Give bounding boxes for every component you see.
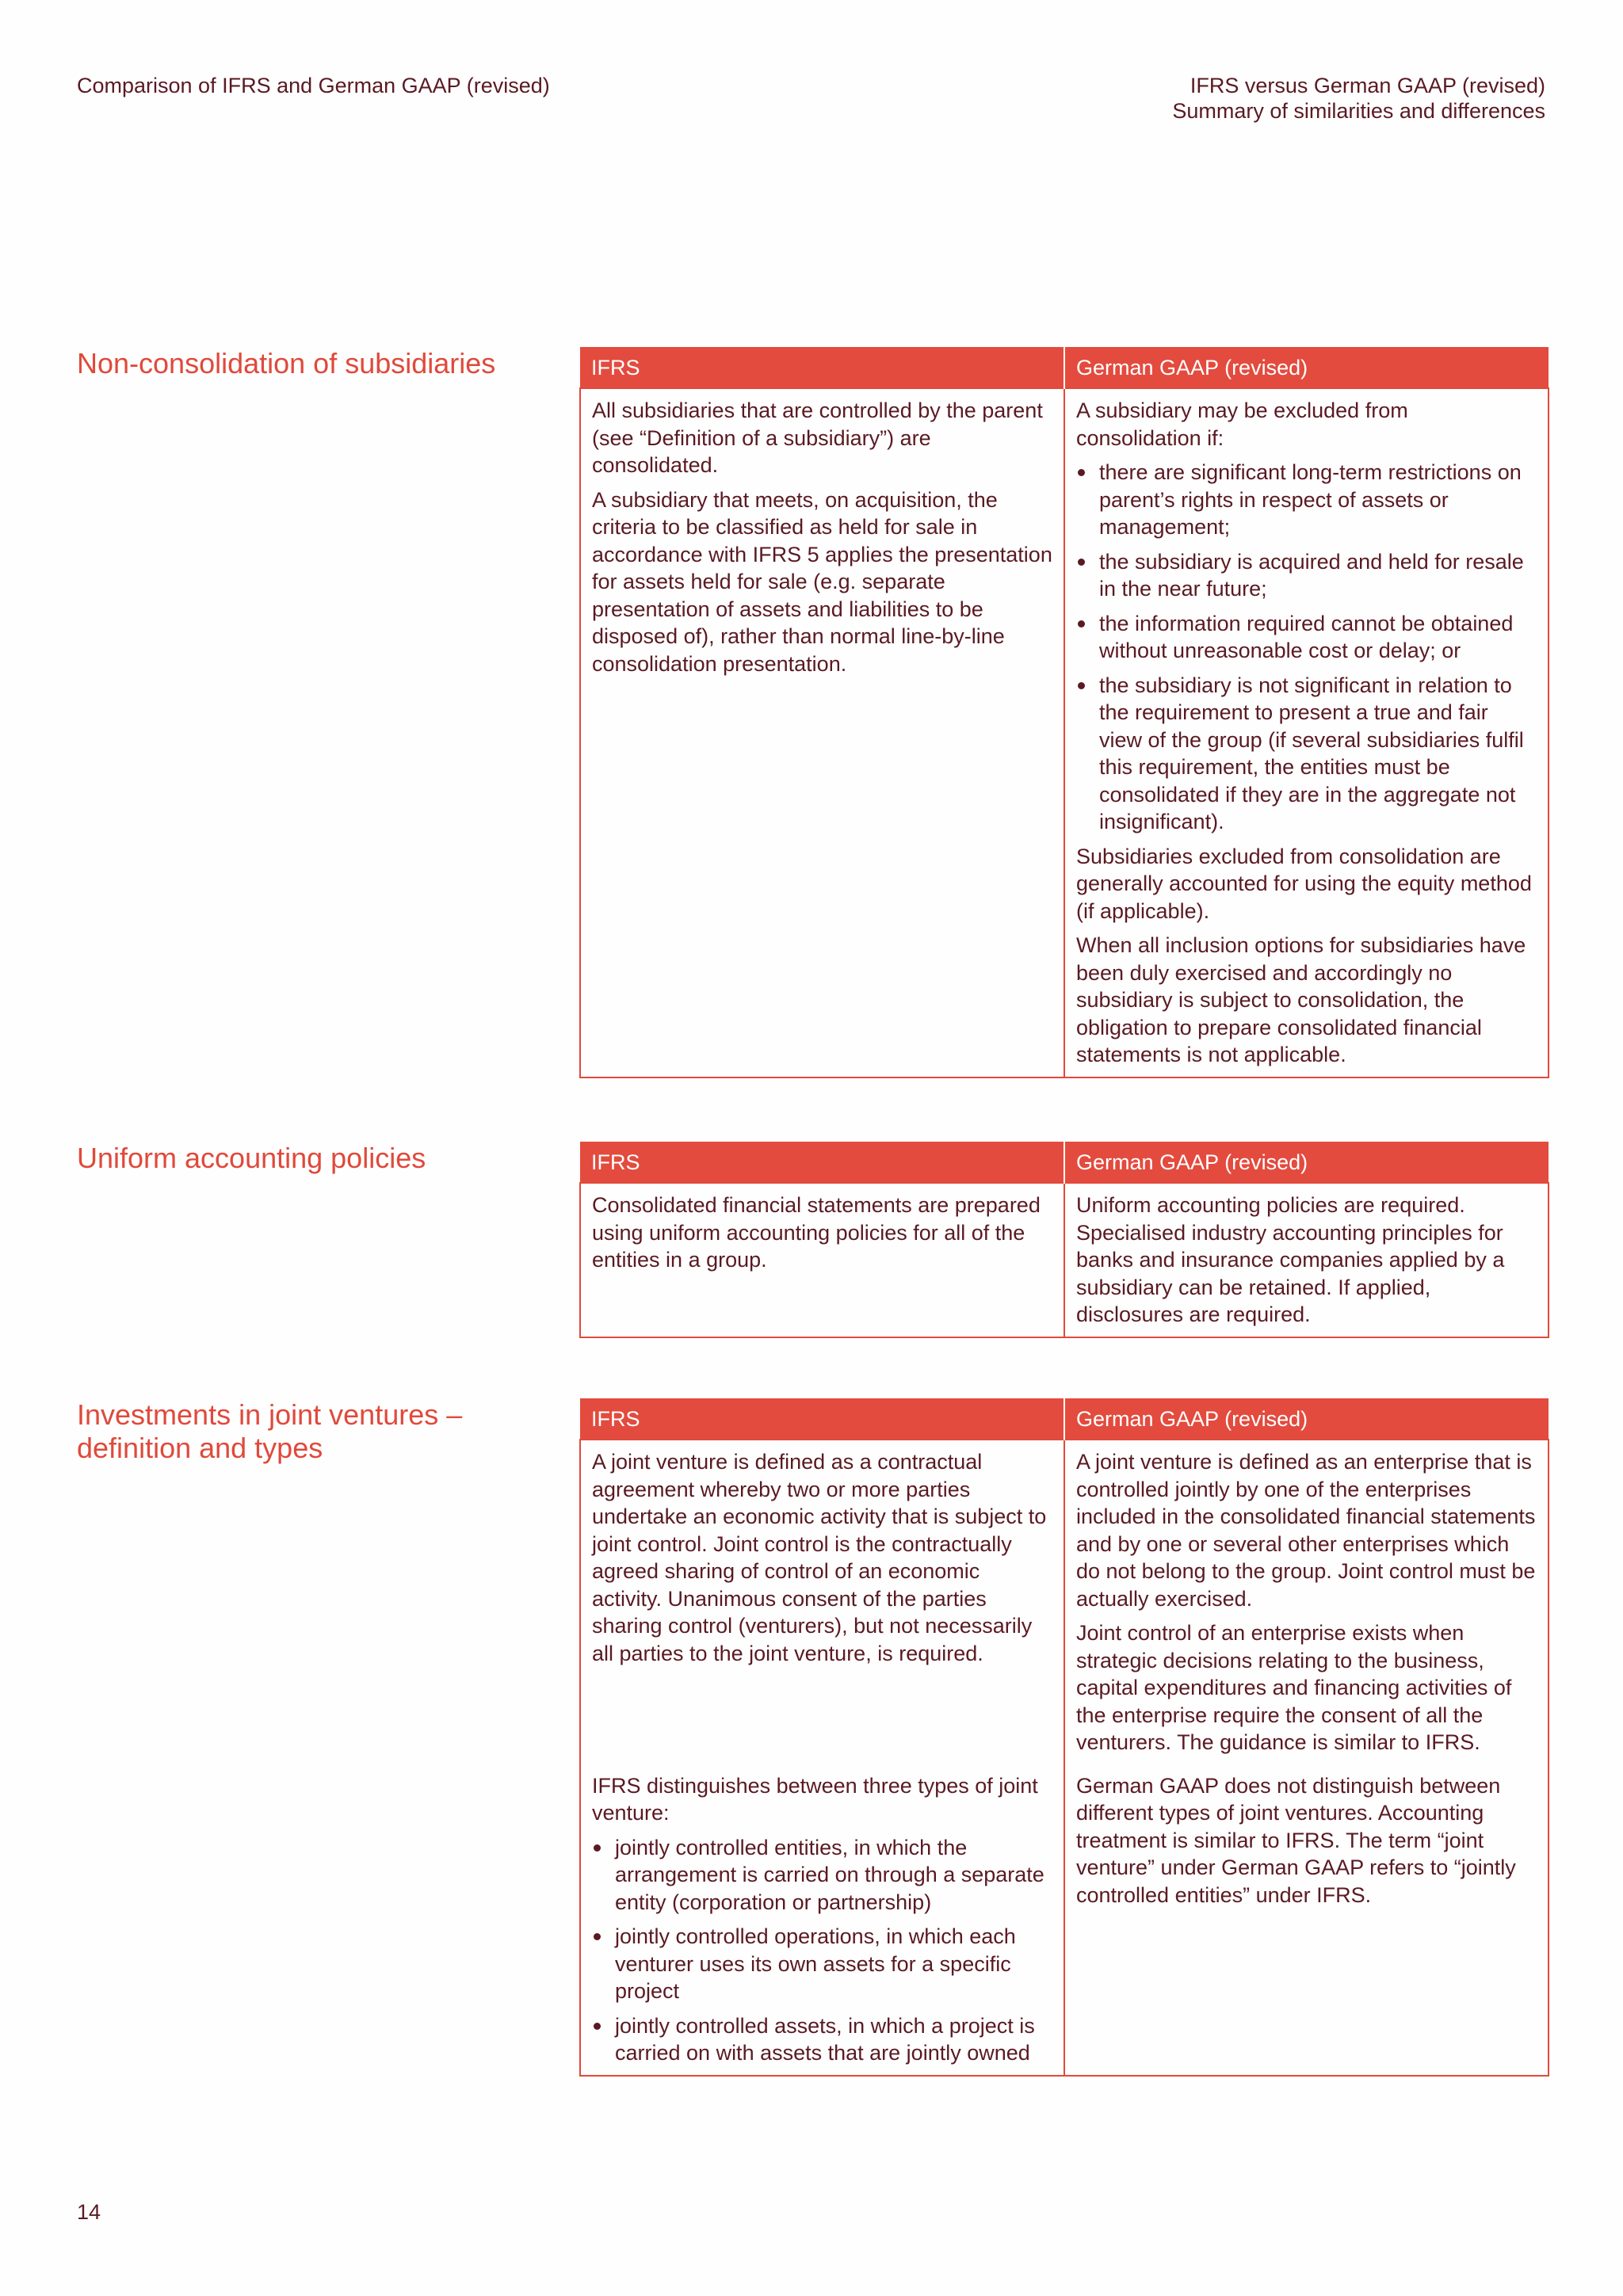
german-gaap-cell <box>1064 388 1549 1077</box>
paragraph: Joint control of an enterprise exists when strategic decisions relating to the business, capital expenditures and financing activities of the enterprise require the consent of all the venturers. The guidance is similar to IFRS. <box>1076 1621 1512 1754</box>
column-header-ifrs: IFRS <box>580 347 1064 388</box>
paragraph: When all inclusion options for subsidiaries have been duly exercised and accordingly no subsidiary is subject to consolidation, the obligation to prepare consolidated financial statements is not applicable. <box>1076 933 1526 1066</box>
page-number: 14 <box>77 2200 101 2224</box>
paragraph: Subsidiaries excluded from consolidation are generally accounted for using the equity method (if applicable). <box>1076 844 1532 923</box>
column-header-ifrs: IFRS <box>580 1398 1064 1440</box>
paragraph: A joint venture is defined as an enterprise that is controlled jointly by one of the enterprises included in the consolidated financial statements and by one or several other enterprises which do not belong to the group. Joint control must be actually exercised. <box>1076 1450 1536 1611</box>
bullet-list <box>1076 459 1537 836</box>
ifrs-cell <box>580 1183 1064 1337</box>
comparison-table <box>579 347 1549 1078</box>
paragraph: Uniform accounting policies are required. Specialised industry accounting principles for banks and insurance companies applied by a subsidiary can be retained. If applied, disclosures are required. <box>1076 1193 1505 1326</box>
paragraph: A subsidiary may be excluded from consolidation if: <box>1076 399 1408 450</box>
column-header-german-gaap: German GAAP (revised) <box>1064 347 1549 388</box>
comparison-table <box>579 1142 1549 1338</box>
document-title: Comparison of IFRS and German GAAP (revised) <box>77 74 550 97</box>
subtitle-line-2: Summary of similarities and differences <box>1172 99 1545 123</box>
table-row <box>580 388 1549 1077</box>
list-item: there are significant long-term restrictions on parent’s rights in respect of assets or management; <box>1076 459 1537 541</box>
list-item: jointly controlled assets, in which a project is carried on with assets that are jointly owned <box>592 2012 1052 2067</box>
ifrs-cell <box>580 1440 1064 1764</box>
paragraph: A subsidiary that meets, on acquisition, the criteria to be classified as held for sale in accordance with IFRS 5 applies the presentation for assets held for sale (e.g. separate presentation of assets and liabilities to be disposed of), rather than normal line-by-line consolidation presentation. <box>592 487 1052 676</box>
list-item: jointly controlled entities, in which the arrangement is carried on through a separate entity (corporation or partnership) <box>592 1834 1052 1917</box>
column-header-german-gaap: German GAAP (revised) <box>1064 1142 1549 1183</box>
list-item: jointly controlled operations, in which each venturer uses its own assets for a specific project <box>592 1923 1052 2005</box>
bullet-list <box>592 1834 1052 2067</box>
german-gaap-cell <box>1064 1440 1549 1764</box>
list-item: the subsidiary is not significant in relation to the requirement to present a true and fair view of the group (if several subsidiaries fulfil this requirement, the entities must be consolidated if they are in the aggregate not insignificant). <box>1076 672 1537 836</box>
section-title: Uniform accounting policies <box>77 1142 426 1174</box>
section-title: Non-consolidation of subsidiaries <box>77 347 496 379</box>
paragraph: All subsidiaries that are controlled by the parent (see “Definition of a subsidiary”) are consolidated. <box>592 399 1043 477</box>
paragraph: A joint venture is defined as a contractual agreement whereby two or more parties undertake an economic activity that is subject to joint control. Joint control is the contractually agreed sharing of control of an economic activity. Unanimous consent of the parties sharing control (venturers), but not necessarily all parties to the joint venture, is required. <box>592 1450 1047 1665</box>
ifrs-cell <box>580 388 1064 1077</box>
column-header-ifrs: IFRS <box>580 1142 1064 1183</box>
list-item: the information required cannot be obtained without unreasonable cost or delay; or <box>1076 610 1537 665</box>
paragraph: IFRS distinguishes between three types of joint venture: <box>592 1773 1038 1825</box>
paragraph: Consolidated financial statements are prepared using uniform accounting policies for all of the entities in a group. <box>592 1193 1041 1272</box>
subtitle-line-1: IFRS versus German GAAP (revised) <box>1190 74 1545 97</box>
document-subtitle <box>1172 73 1545 124</box>
table-row <box>580 1183 1549 1337</box>
paragraph: German GAAP does not distinguish between different types of joint ventures. Accounting treatment is similar to IFRS. The term “joint venture” under German GAAP refers to “jointly controlled entities” under IFRS. <box>1076 1773 1516 1907</box>
ifrs-cell <box>580 1764 1064 2076</box>
table-row <box>580 1440 1549 1764</box>
column-header-german-gaap: German GAAP (revised) <box>1064 1398 1549 1440</box>
comparison-table <box>579 1398 1549 2077</box>
list-item: the subsidiary is acquired and held for resale in the near future; <box>1076 548 1537 603</box>
section-title: Investments in joint ventures – definition and types <box>77 1398 463 1464</box>
german-gaap-cell <box>1064 1183 1549 1337</box>
table-row <box>580 1764 1549 2076</box>
german-gaap-cell <box>1064 1764 1549 2076</box>
